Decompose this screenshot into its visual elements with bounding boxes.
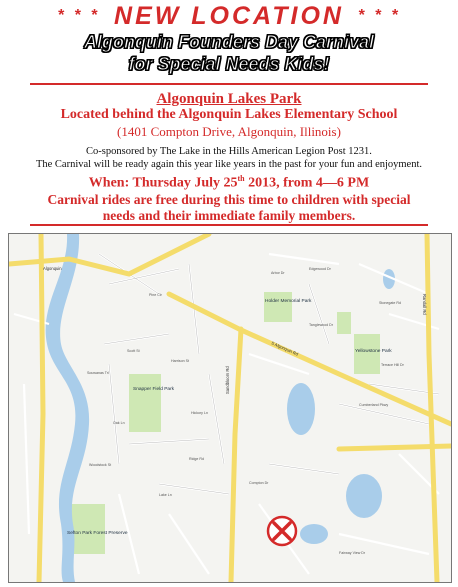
label-street-9: Stonegate Rd: [379, 301, 401, 305]
area-map: [8, 233, 452, 583]
road-randall: [427, 234, 437, 582]
label-street-14: Fairway View Dr: [339, 551, 366, 555]
headline: [0, 2, 458, 30]
label-street-12: Terrace Hill Dr: [381, 363, 404, 367]
map-svg: [9, 234, 451, 582]
rides-line-1: Carnival rides are free during this time to children with special: [47, 192, 411, 207]
subtitle-line-2: for Special Needs Kids!: [128, 54, 330, 74]
label-snapper-park: Snapper Field Park: [133, 387, 175, 392]
label-street-7: Pine Cir: [149, 293, 162, 297]
label-street-4: Edgewood Dr: [309, 267, 331, 271]
label-sefton-park: Sefton Park Forest Preserve: [67, 531, 128, 536]
pond-2: [346, 474, 382, 518]
road-sandbloom: [231, 329, 241, 582]
park-area-small: [337, 312, 351, 334]
divider-top: [30, 83, 428, 85]
carnival-location-marker: [268, 517, 296, 545]
label-holder-park: Holder Memorial Park: [265, 299, 312, 304]
park-name: Algonquin Lakes Park: [156, 91, 302, 107]
stars-right: * * *: [357, 7, 401, 24]
label-street-3: Compton Dr: [249, 481, 269, 485]
label-s-algonquin: S Algonquin Rd: [270, 340, 300, 357]
location-line: Located behind the Algonquin Lakes Elementary School: [60, 107, 398, 122]
park-area-snapper: [129, 374, 161, 432]
rides-line-2: needs and their immediate family members.: [102, 208, 356, 223]
label-sandbloom: Sandbloom Rd: [225, 366, 230, 394]
label-randall: Randall Rd: [422, 294, 427, 315]
subtitle-line-1: Algonquin Founders Day Carnival: [83, 32, 375, 52]
pond-3: [300, 524, 328, 544]
when-suffix: 2013, from 4—6 PM: [244, 175, 370, 191]
when-prefix: When: Thursday July 25: [88, 175, 238, 191]
label-town: Algonquin: [43, 266, 62, 271]
cosponsor-line: Co-sponsored by The Lake in the Hills American Legion Post 1231.: [86, 146, 372, 157]
park-area-yellowstone: [354, 334, 380, 374]
road-west: [39, 234, 43, 582]
label-street-15: Arbor Dr: [271, 271, 285, 275]
label-yellowstone-park: Yellowstone Park: [355, 349, 392, 354]
when-sup: th: [237, 174, 245, 183]
label-street-10: Tanglewood Dr: [309, 323, 333, 327]
headline-title: NEW LOCATION: [114, 2, 344, 30]
address-line: (1401 Compton Drive, Algonquin, Illinois): [117, 124, 341, 139]
label-street-8: Ridge Rd: [189, 457, 204, 461]
label-street-13: Hickory Ln: [191, 411, 208, 415]
label-street-0: Scott St: [127, 349, 140, 353]
label-street-6: Woodstock St: [89, 463, 112, 467]
pond-1: [287, 383, 315, 435]
label-street-1: Harrison St: [171, 359, 189, 363]
road-east: [339, 446, 451, 449]
ready-line: The Carnival will be ready again this year like years in the past for your fun and enjoyment.: [35, 159, 423, 170]
label-street-2: Souwanas Trl: [87, 371, 109, 375]
event-when: [0, 174, 458, 192]
divider-bottom: [30, 224, 428, 226]
label-street-5: Cumberland Pkwy: [359, 403, 389, 407]
park-area-holder: [264, 292, 292, 322]
stars-left: * * *: [57, 7, 101, 24]
label-street-11: Lake Ln: [159, 493, 172, 497]
label-street-16: Oak Ln: [113, 421, 125, 425]
